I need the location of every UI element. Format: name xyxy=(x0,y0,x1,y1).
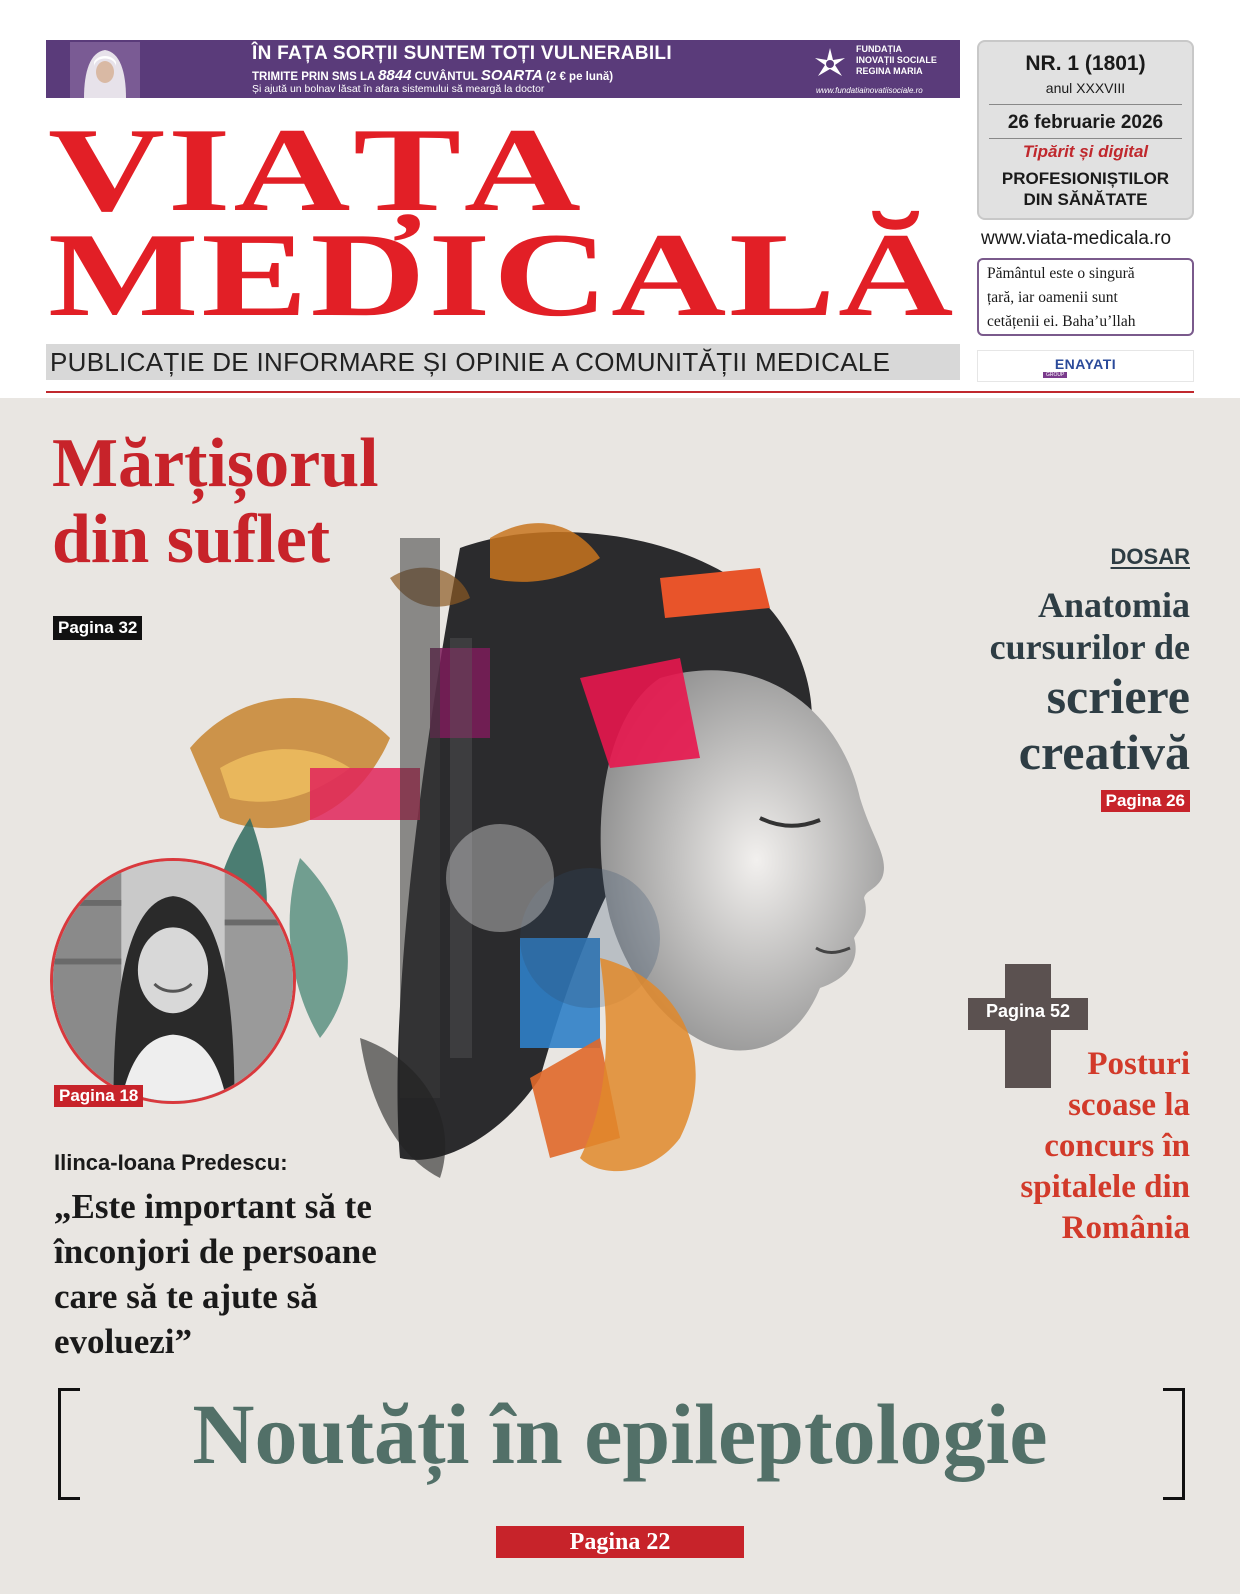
banner-sms-line: TRIMITE PRIN SMS LA 8844 CUVÂNTUL SOARTA (2 € pe lună) xyxy=(252,67,614,84)
dosar-headline[interactable]: Anatomia cursurilor de scriere creativă xyxy=(989,585,1190,780)
martisor-page-tag[interactable]: Pagina 32 xyxy=(53,616,142,640)
issue-year: anul XXXVIII xyxy=(1045,80,1126,96)
sponsor-sub: GROUP xyxy=(1043,372,1067,378)
dosar-page-tag[interactable]: Pagina 26 xyxy=(1101,790,1190,812)
sponsor-logo[interactable] xyxy=(977,350,1194,382)
foundation-url-link[interactable]: www.fundatiainovatiisociale.ro xyxy=(816,86,923,95)
cover-area xyxy=(0,398,1240,1594)
nun-portrait-image xyxy=(70,42,140,98)
martisor-headline[interactable]: Mărțișorul din suflet xyxy=(52,425,379,578)
issue-divider xyxy=(989,138,1182,139)
interview-name: Ilinca-Ioana Predescu: xyxy=(54,1150,288,1175)
collage-illustration-image xyxy=(160,518,960,1218)
sms-keyword: SOARTA xyxy=(480,67,543,84)
masthead-tagline: PUBLICAȚIE DE INFORMARE ȘI OPINIE A COMUNITĂȚII MEDICALE xyxy=(46,344,960,380)
interview-page-tag[interactable]: Pagina 18 xyxy=(54,1085,143,1107)
posturi-headline[interactable]: Posturi scoase la concurs în spitalele din România xyxy=(1020,1046,1190,1246)
issue-number: NR. 1 (1801) xyxy=(1025,52,1146,75)
issue-info-box xyxy=(977,40,1194,220)
interview-portrait-photo xyxy=(50,858,296,1104)
header-divider xyxy=(46,391,1194,393)
issue-format: Tipărit și digital xyxy=(1022,142,1149,161)
charity-banner[interactable] xyxy=(46,40,960,98)
sponsor-name: ENAYATI xyxy=(1054,356,1117,372)
dosar-section-label: DOSAR xyxy=(1110,544,1190,569)
masthead-line-1: VIAȚA xyxy=(48,103,584,236)
epilepsy-headline[interactable]: Noutăți în epileptologie xyxy=(192,1386,1048,1482)
foundation-star-icon xyxy=(812,46,848,82)
issue-date: 26 februarie 2026 xyxy=(1007,112,1164,133)
masthead-line-2: MEDICALĂ xyxy=(48,208,956,341)
posturi-page-tag[interactable]: Pagina 52 xyxy=(985,1001,1071,1021)
interview-quote-headline[interactable]: „Este important să te înconjori de persoane care să te ajute să evoluezi” xyxy=(54,1187,377,1361)
website-link[interactable]: www.viata-medicala.ro xyxy=(981,228,1172,249)
banner-title: ÎN FAȚA SORȚII SUNTEM TOȚI VULNERABILI xyxy=(252,43,672,64)
issue-audience: PROFESIONIȘTILOR DIN SĂNĂTATE xyxy=(1001,169,1170,209)
issue-divider xyxy=(989,104,1182,105)
quote-box: Pământul este o singură țară, iar oamenii sunt cetățenii ei. Baha’u’llah xyxy=(977,258,1194,336)
sms-number: 8844 xyxy=(378,67,412,84)
epilepsy-page-tag[interactable]: Pagina 22 xyxy=(496,1526,744,1558)
foundation-name: FUNDAȚIA INOVAȚII SOCIALE REGINA MARIA xyxy=(856,44,937,76)
banner-help-line: Și ajută un bolnav lăsat în afara sistemului să meargă la doctor xyxy=(252,83,545,95)
